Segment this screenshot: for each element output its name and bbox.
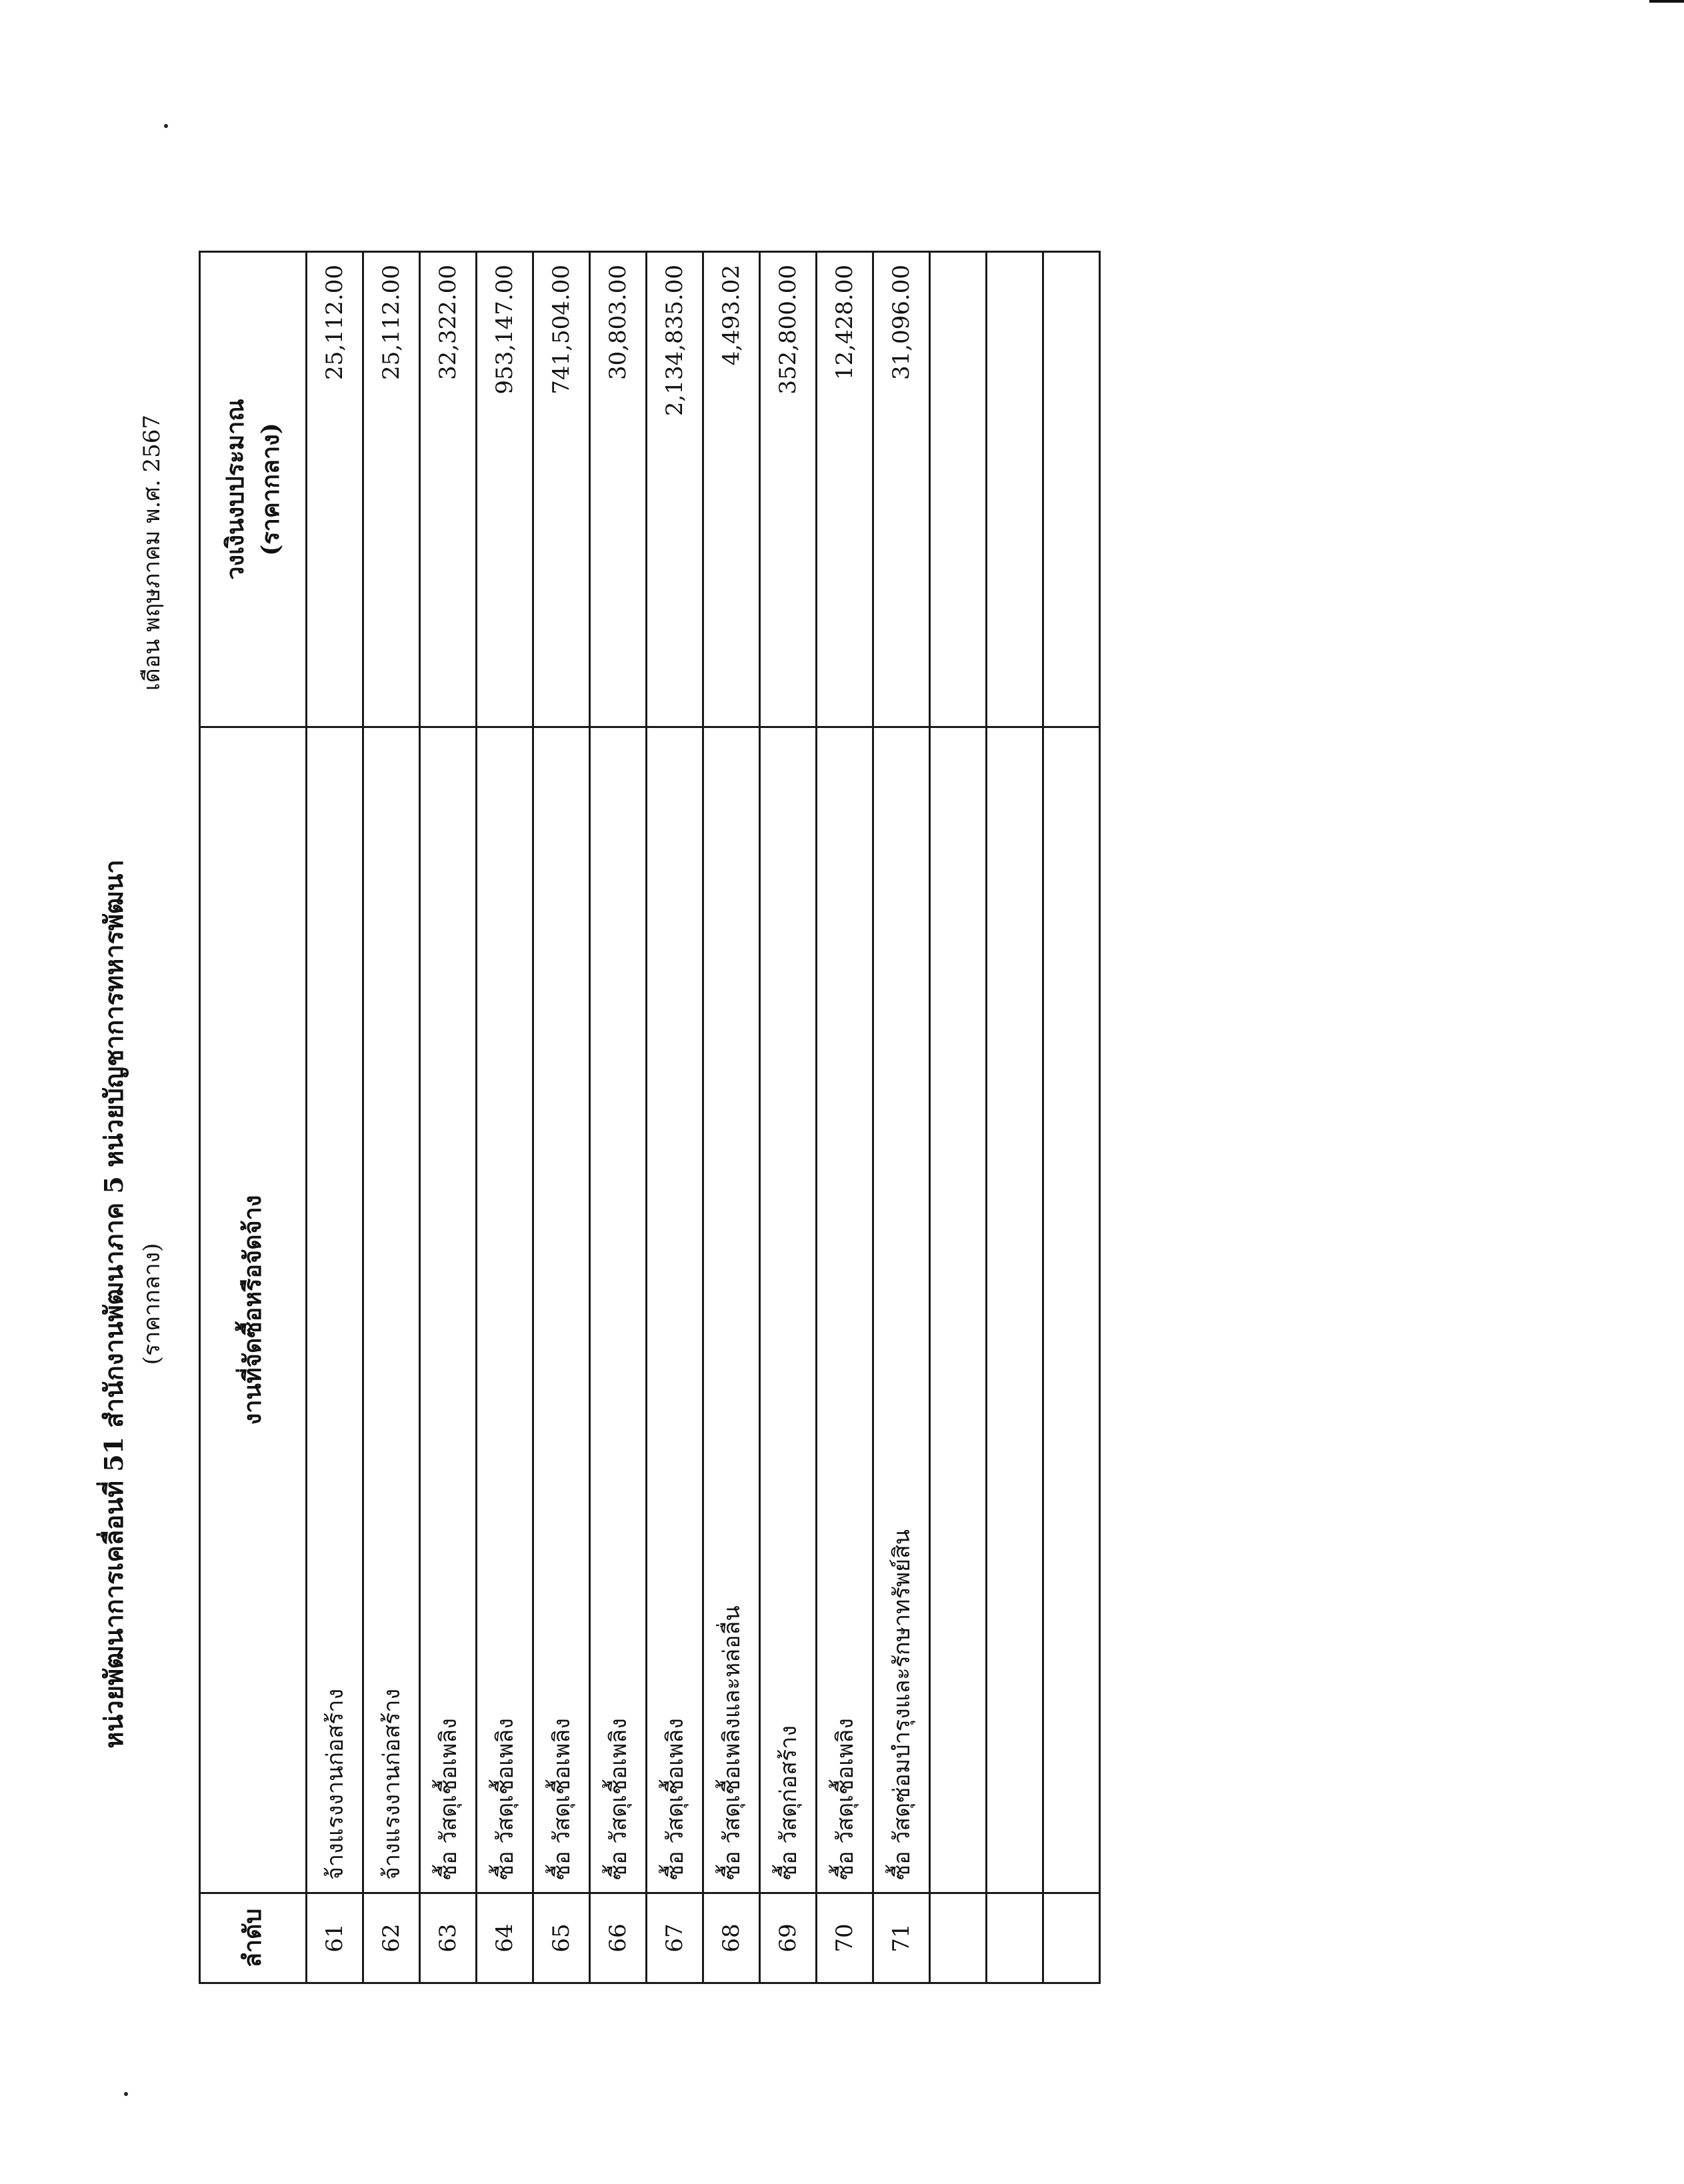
empty-row: [987, 252, 1043, 1983]
row-number: 62: [363, 1893, 420, 1983]
header-budget-line1: วงเงินงบประมาณ: [221, 399, 250, 580]
procurement-table: [199, 251, 1101, 1984]
row-item: ซื้อ วัสดุเชื้อเพลิงและหล่อลื่น: [703, 727, 760, 1893]
header-budget: [200, 252, 307, 727]
row-amount: 32,322.00: [420, 252, 477, 727]
table-row: [760, 252, 817, 1983]
row-amount: 352,800.00: [760, 252, 817, 727]
row-item: ซื้อ วัสดุเชื้อเพลิง: [647, 727, 703, 1893]
document-subtitle: (ราคากลาง): [139, 1243, 165, 1365]
row-number: 63: [420, 1893, 477, 1983]
document-title: หน่วยพัฒนาการเคลื่อนที่ 51 สำนักงานพัฒนาภาค 5 หน่วยบัญชาการทหารพัฒนา: [99, 859, 129, 1749]
row-item: ซื้อ วัสดุเชื้อเพลิง: [477, 727, 533, 1893]
row-item: ซื้อ วัสดุเชื้อเพลิง: [817, 727, 873, 1893]
row-amount: 25,112.00: [307, 252, 363, 727]
row-number: 68: [703, 1893, 760, 1983]
table-row: [477, 252, 533, 1983]
row-item: ซื้อ วัสดุเชื้อเพลิง: [533, 727, 590, 1893]
row-item: ซื้อ วัสดุเชื้อเพลิง: [590, 727, 647, 1893]
row-amount: 4,493.02: [703, 252, 760, 727]
row-amount: 31,096.00: [873, 252, 930, 727]
empty-cell: [930, 252, 987, 727]
row-item: ซื้อ วัสดุก่อสร้าง: [760, 727, 817, 1893]
header-budget-line2: (ราคากลาง): [256, 423, 285, 556]
table-row: [703, 252, 760, 1983]
empty-row: [1043, 252, 1100, 1983]
empty-cell: [1043, 252, 1100, 727]
table-row: [363, 252, 420, 1983]
empty-cell: [930, 1893, 987, 1983]
empty-cell: [1043, 727, 1100, 1893]
empty-cell: [987, 1893, 1043, 1983]
row-amount: 30,803.00: [590, 252, 647, 727]
table-row: [590, 252, 647, 1983]
header-no: ลำดับ: [200, 1893, 307, 1983]
table-row: [533, 252, 590, 1983]
row-number: 61: [307, 1893, 363, 1983]
row-number: 71: [873, 1893, 930, 1983]
table-header-row: [200, 252, 307, 1983]
table-row: [873, 252, 930, 1983]
row-item: จ้างแรงงานก่อสร้าง: [307, 727, 363, 1893]
empty-cell: [987, 727, 1043, 1893]
row-number: 70: [817, 1893, 873, 1983]
empty-cell: [930, 727, 987, 1893]
empty-cell: [987, 252, 1043, 727]
header-item: งานที่จัดซื้อหรือจัดจ้าง: [200, 727, 307, 1893]
row-item: ซื้อ วัสดุเชื้อเพลิง: [420, 727, 477, 1893]
row-number: 67: [647, 1893, 703, 1983]
table-row: [647, 252, 703, 1983]
empty-cell: [1043, 1893, 1100, 1983]
row-number: 64: [477, 1893, 533, 1983]
table-body: [307, 252, 1100, 1983]
empty-row: [930, 252, 987, 1983]
row-amount: 2,134,835.00: [647, 252, 703, 727]
row-number: 66: [590, 1893, 647, 1983]
row-item: ซื้อ วัสดุซ่อมบำรุงและรักษาทรัพย์สิน: [873, 727, 930, 1893]
row-number: 69: [760, 1893, 817, 1983]
table-row: [420, 252, 477, 1983]
row-amount: 741,504.00: [533, 252, 590, 727]
document-month: เดือน พฤษภาคม พ.ศ. 2567: [139, 415, 165, 691]
row-number: 65: [533, 1893, 590, 1983]
row-amount: 12,428.00: [817, 252, 873, 727]
table-row: [817, 252, 873, 1983]
row-amount: 25,112.00: [363, 252, 420, 727]
row-amount: 953,147.00: [477, 252, 533, 727]
row-item: จ้างแรงงานก่อสร้าง: [363, 727, 420, 1893]
table-row: [307, 252, 363, 1983]
